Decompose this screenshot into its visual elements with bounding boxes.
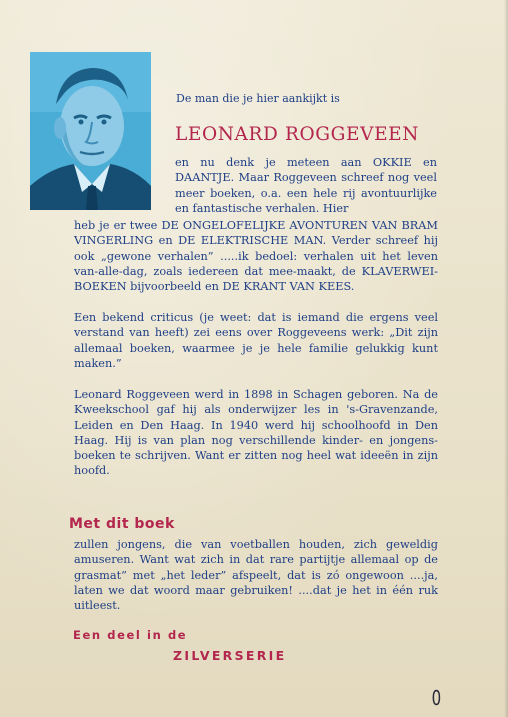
book-heading: Met dit boek	[69, 516, 175, 532]
page-edge-shadow	[504, 0, 508, 717]
bio-paragraph-2: heb je er twee DE ONGELOFELIJKE AVONTUREN VAN BRAM VINGERLING en DE ELEKTRISCHE MAN. Verder schreef hij ook „gewone verhalen” .....ik bedoel: verhalen uit het leven van-alle-dag, zoals iedereen dat mee-maakt, de KLAVERWEI-BOEKEN bijvoorbeeld en DE KRANT VAN KEES.	[74, 219, 438, 294]
handwritten-stamp-mark: 0	[431, 686, 442, 710]
bio-paragraph-4: Leonard Roggeveen werd in 1898 in Schagen geboren. Na de Kweekschool gaf hij als onderwijzer les in 's-Gravenzande, Leiden en Den Haag. In 1940 werd hij schoolhoofd in Den Haag. Hij is van plan nog verschillende kinder- en jongens-boeken te schrijven. Want er zitten nog heel wat ideeën in zijn hoofd.	[74, 388, 438, 478]
bio-paragraph-1: en nu denk je meteen aan OKKIE en DAANTJE. Maar Roggeveen schreef nog veel meer boeken, o.a. een hele rij avontuurlijke en fantastische verhalen. Hier	[175, 156, 437, 215]
series-name: ZILVERSERIE	[173, 648, 287, 663]
series-line-1: Een deel in de	[73, 628, 188, 642]
bio-paragraph-3: Een bekend criticus (je weet: dat is iemand die ergens veel verstand van heeft) zei eens over Roggeveens werk: „Dit zijn allemaal boeken, waarmee je je hele familie gelukkig kunt maken.”	[74, 311, 438, 370]
author-name: LEONARD ROGGEVEEN	[175, 124, 420, 145]
author-portrait-illustration	[30, 52, 151, 210]
author-portrait-photo	[30, 52, 151, 210]
intro-line: De man die je hier aankijkt is	[176, 92, 340, 105]
book-paragraph: zullen jongens, die van voetballen houden, zich geweldig amuseren. Want wat zich in dat rare partijtje allemaal op de grasmat” met „het leder” afspeelt, dat is zó ongewoon ....ja, laten we dat woord maar gebruiken! ....dat je het in één ruk uitleest.	[74, 538, 438, 613]
